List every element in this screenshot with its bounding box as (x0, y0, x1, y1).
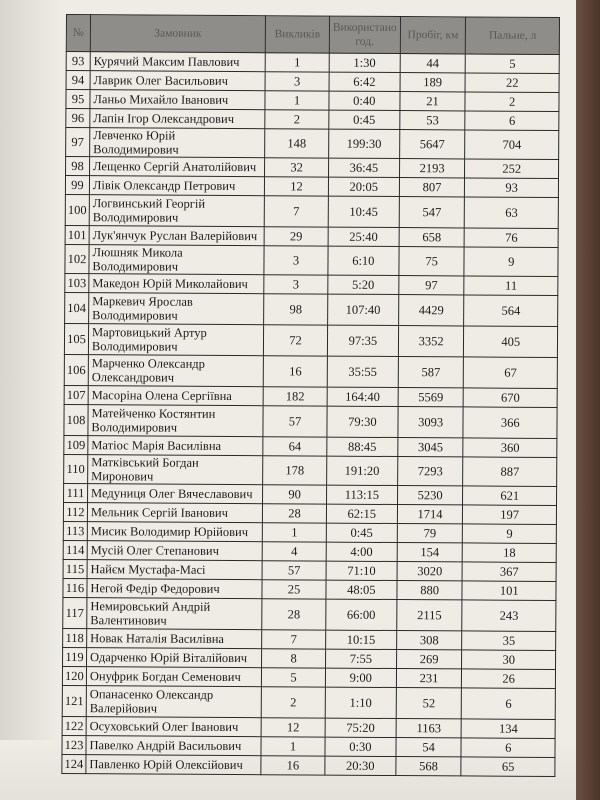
hours-used: 0:30 (325, 737, 396, 756)
fuel-liters: 65 (461, 757, 555, 777)
table-row (64, 404, 557, 438)
fuel-liters: 93 (465, 178, 559, 198)
clients-table (61, 14, 560, 777)
row-number: 105 (64, 323, 88, 354)
fuel-liters: 11 (464, 276, 558, 296)
hours-used: 1:30 (329, 53, 400, 72)
mileage-km: 5569 (398, 388, 464, 407)
row-number: 102 (65, 244, 89, 273)
mileage-km: 2193 (399, 159, 465, 178)
hours-used: 75:20 (325, 718, 396, 737)
hours-used: 10:45 (328, 196, 399, 227)
row-number: 95 (66, 90, 90, 109)
client-name: Осуховський Олег Іванович (86, 717, 261, 737)
client-name: Лівік Олександр Петрович (89, 176, 264, 196)
fuel-liters: 5 (466, 54, 560, 74)
client-name: Медуниця Олег Вячеславович (87, 484, 262, 504)
hours-used: 191:20 (327, 456, 398, 485)
mileage-km: 79 (397, 524, 463, 543)
calls-count: 16 (261, 756, 325, 775)
row-number: 116 (63, 578, 87, 597)
calls-count: 2 (265, 110, 329, 129)
fuel-liters: 63 (465, 197, 559, 229)
hours-used: 35:55 (327, 356, 398, 387)
calls-count: 72 (264, 325, 328, 356)
fuel-liters: 30 (462, 650, 556, 670)
row-number: 97 (66, 128, 90, 157)
table-row (64, 323, 557, 357)
calls-count: 182 (263, 387, 327, 406)
hours-used: 0:45 (326, 523, 397, 542)
client-name: Масоріна Олена Сергіївна (88, 386, 263, 406)
fuel-liters: 134 (462, 719, 556, 739)
header-km: Пробіг, км (400, 17, 466, 54)
header-client: Замовник (90, 15, 265, 53)
fuel-liters: 101 (462, 581, 556, 601)
mileage-km: 4429 (398, 295, 464, 326)
table-row (64, 454, 557, 486)
mileage-km: 97 (399, 276, 465, 295)
calls-count: 178 (263, 456, 327, 485)
table-header-row (66, 15, 559, 55)
client-name: Новак Наталія Василівна (87, 629, 262, 649)
calls-count: 29 (264, 227, 328, 246)
calls-count: 28 (262, 599, 326, 630)
client-name: Матківський Богдан Миронович (88, 455, 263, 485)
fuel-liters: 243 (462, 600, 556, 632)
mileage-km: 3020 (397, 562, 463, 581)
mileage-km: 5230 (397, 486, 463, 505)
row-number: 107 (64, 385, 88, 404)
table-row (63, 597, 556, 631)
row-number: 109 (64, 435, 88, 454)
client-name: Курячий Максим Павлович (90, 52, 265, 72)
fuel-liters: 670 (464, 388, 558, 408)
mileage-km: 3045 (398, 438, 464, 457)
hours-used: 5:20 (328, 275, 399, 294)
client-name: Онуфрик Богдан Семенович (86, 667, 261, 687)
client-name: Левченко Юрій Володимирович (90, 128, 265, 158)
mileage-km: 231 (396, 669, 462, 688)
table-row (65, 292, 558, 326)
mileage-km: 44 (400, 54, 466, 73)
mileage-km: 21 (400, 92, 466, 111)
hours-used: 10:15 (326, 630, 397, 649)
calls-count: 1 (262, 523, 326, 542)
mileage-km: 7293 (397, 457, 463, 486)
row-number: 112 (63, 502, 87, 521)
hours-used: 97:35 (327, 325, 398, 356)
mileage-km: 52 (396, 688, 462, 719)
hours-used: 7:55 (325, 649, 396, 668)
header-fuel: Пальне, л (466, 17, 560, 55)
mileage-km: 3093 (398, 407, 464, 438)
hours-used: 0:45 (329, 110, 400, 129)
hours-used: 199:30 (329, 129, 400, 158)
row-number: 113 (63, 521, 87, 540)
client-name: Лук'янчук Руслан Валерійович (89, 226, 264, 246)
table-body (62, 52, 559, 777)
calls-count: 1 (265, 91, 329, 110)
hours-used: 9:00 (325, 668, 396, 687)
calls-count: 64 (263, 437, 327, 456)
fuel-liters: 9 (464, 247, 558, 277)
row-number: 94 (66, 71, 90, 90)
fuel-liters: 6 (462, 688, 556, 720)
fuel-liters: 704 (465, 130, 559, 160)
header-hours: Використано год. (329, 16, 400, 53)
calls-count: 4 (262, 542, 326, 561)
calls-count: 3 (265, 72, 329, 91)
calls-count: 7 (264, 196, 328, 227)
hours-used: 20:30 (325, 756, 396, 775)
client-name: Павелко Андрій Васильович (86, 736, 261, 756)
mileage-km: 880 (397, 581, 463, 600)
calls-count: 1 (265, 53, 329, 72)
hours-used: 88:45 (327, 437, 398, 456)
client-name: Лещенко Сергій Анатолійович (89, 157, 264, 177)
fuel-liters: 2 (465, 92, 559, 112)
fuel-liters: 6 (461, 738, 555, 758)
fuel-liters: 887 (463, 457, 557, 487)
row-number: 104 (65, 292, 89, 323)
calls-count: 32 (265, 158, 329, 177)
hours-used: 0:40 (329, 91, 400, 110)
hours-used: 6:42 (329, 72, 400, 91)
mileage-km: 5647 (399, 130, 465, 159)
hours-used: 25:40 (328, 227, 399, 246)
calls-count: 28 (262, 504, 326, 523)
row-number: 100 (65, 194, 89, 225)
table-row (62, 685, 555, 719)
calls-count: 7 (262, 630, 326, 649)
header-num: № (66, 15, 90, 52)
client-name: Люшняк Микола Володимирович (89, 245, 264, 275)
row-number: 115 (63, 559, 87, 578)
row-number: 108 (64, 404, 88, 435)
client-name: Найєм Мустафа-Масі (87, 560, 262, 580)
row-number: 98 (66, 157, 90, 176)
mileage-km: 2115 (396, 600, 462, 631)
mileage-km: 568 (396, 757, 462, 776)
client-name: Лапін Ігор Олександрович (90, 109, 265, 129)
mileage-km: 587 (398, 357, 464, 388)
calls-count: 148 (265, 129, 329, 158)
calls-count: 3 (264, 275, 328, 294)
client-name: Марченко Олександр Олександрович (88, 355, 263, 387)
hours-used: 4:00 (326, 542, 397, 561)
fuel-liters: 366 (463, 407, 557, 439)
calls-count: 57 (263, 406, 327, 437)
hours-used: 71:10 (326, 561, 397, 580)
hours-used: 164:40 (327, 387, 398, 406)
client-name: Маркевич Ярослав Володимирович (89, 293, 264, 325)
photo-shadow (0, 0, 60, 800)
mileage-km: 658 (399, 228, 465, 247)
calls-count: 12 (261, 718, 325, 737)
mileage-km: 1714 (397, 505, 463, 524)
mileage-km: 269 (396, 650, 462, 669)
fuel-liters: 76 (465, 228, 559, 248)
client-name: Мартовицький Артур Володимирович (88, 324, 263, 356)
row-number: 119 (63, 647, 87, 666)
table-row (62, 754, 555, 776)
hours-used: 6:10 (328, 246, 399, 275)
calls-count: 16 (263, 356, 327, 387)
row-number: 99 (65, 176, 89, 195)
calls-count: 1 (261, 737, 325, 756)
client-name: Мусій Олег Степанович (87, 541, 262, 561)
fuel-liters: 18 (463, 543, 557, 563)
client-name: Негой Федір Федорович (87, 579, 262, 599)
mileage-km: 807 (399, 178, 465, 197)
client-name: Македон Юрій Миколайович (89, 274, 264, 294)
row-number: 96 (66, 109, 90, 128)
row-number: 117 (63, 597, 87, 628)
row-number: 110 (64, 454, 88, 483)
table-surface (576, 0, 600, 800)
hours-used: 66:00 (326, 599, 397, 630)
hours-used: 107:40 (328, 294, 399, 325)
table-row (65, 244, 558, 276)
hours-used: 113:15 (326, 485, 397, 504)
fuel-liters: 6 (465, 111, 559, 131)
header-calls: Викликів (265, 16, 329, 53)
row-number: 103 (65, 273, 89, 292)
hours-used: 79:30 (327, 406, 398, 437)
fuel-liters: 360 (463, 438, 557, 458)
client-name: Ланьо Михайло Іванович (90, 90, 265, 110)
row-number: 111 (64, 483, 88, 502)
client-name: Матіос Марія Василівна (88, 436, 263, 456)
calls-count: 98 (264, 294, 328, 325)
calls-count: 57 (262, 561, 326, 580)
client-name: Мельник Сергій Іванович (87, 503, 262, 523)
fuel-liters: 252 (465, 159, 559, 179)
row-number: 93 (66, 52, 90, 71)
fuel-liters: 564 (464, 295, 558, 327)
table-row (64, 354, 557, 388)
fuel-liters: 35 (462, 631, 556, 651)
row-number: 122 (62, 716, 86, 735)
mileage-km: 53 (400, 111, 466, 130)
calls-count: 12 (264, 177, 328, 196)
calls-count: 2 (261, 687, 325, 718)
client-name: Опанасенко Олександр Валерійович (86, 686, 261, 718)
client-name: Одарченко Юрій Віталійович (86, 648, 261, 668)
hours-used: 48:05 (326, 580, 397, 599)
client-name: Немировський Андрій Валентинович (87, 598, 262, 630)
row-number: 120 (62, 666, 86, 685)
client-name: Логвинський Георгій Володимирович (89, 195, 264, 227)
client-name: Павленко Юрій Олексійович (86, 755, 261, 775)
mileage-km: 547 (399, 197, 465, 228)
row-number: 124 (62, 754, 86, 773)
hours-used: 62:15 (326, 504, 397, 523)
mileage-km: 3352 (398, 326, 464, 357)
fuel-liters: 405 (464, 326, 558, 358)
hours-used: 1:10 (325, 687, 396, 718)
client-name: Матейченко Костянтин Володимирович (88, 405, 263, 437)
mileage-km: 1163 (396, 719, 462, 738)
row-number: 118 (63, 628, 87, 647)
mileage-km: 189 (400, 73, 466, 92)
row-number: 114 (63, 540, 87, 559)
calls-count: 8 (262, 649, 326, 668)
mileage-km: 54 (396, 738, 462, 757)
calls-count: 3 (264, 246, 328, 275)
fuel-liters: 22 (466, 73, 560, 93)
row-number: 101 (65, 225, 89, 244)
mileage-km: 75 (399, 247, 465, 276)
fuel-liters: 9 (463, 524, 557, 544)
row-number: 123 (62, 735, 86, 754)
table-row (65, 194, 558, 228)
row-number: 106 (64, 354, 88, 385)
fuel-liters: 621 (463, 486, 557, 506)
mileage-km: 154 (397, 543, 463, 562)
fuel-liters: 367 (463, 562, 557, 582)
fuel-liters: 67 (464, 357, 558, 389)
client-name: Мисик Володимир Юрійович (87, 522, 262, 542)
calls-count: 25 (262, 580, 326, 599)
calls-count: 90 (263, 485, 327, 504)
fuel-liters: 26 (462, 669, 556, 689)
client-name: Лаврик Олег Васильович (90, 71, 265, 91)
fuel-liters: 197 (463, 505, 557, 525)
calls-count: 5 (261, 668, 325, 687)
mileage-km: 308 (396, 631, 462, 650)
row-number: 121 (62, 685, 86, 716)
hours-used: 36:45 (328, 158, 399, 177)
hours-used: 20:05 (328, 177, 399, 196)
table-row (66, 128, 559, 160)
